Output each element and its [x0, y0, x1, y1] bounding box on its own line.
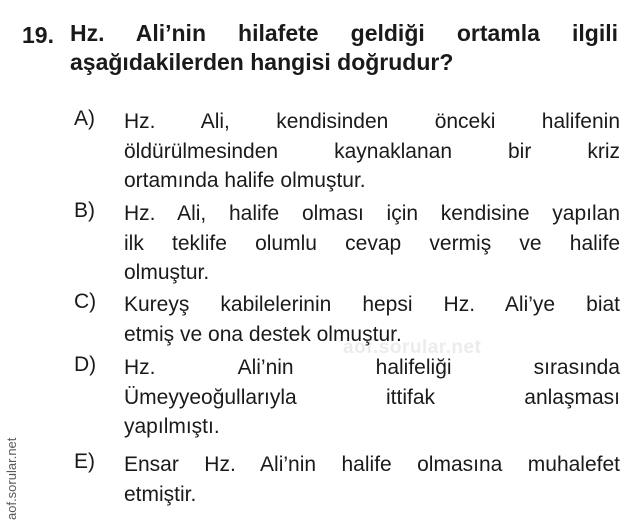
- option-c-letter: C): [74, 290, 97, 313]
- option-d-line: yapılmıştı.: [124, 415, 220, 438]
- question-text: [70, 19, 618, 77]
- option-c-text: [124, 290, 620, 349]
- option-d-letter: D): [74, 353, 97, 376]
- option-d-word: sırasında: [533, 356, 620, 379]
- watermark-side: aof.sorular.net: [4, 437, 19, 520]
- option-d-text: [124, 353, 620, 442]
- option-d-word: ittifak: [386, 385, 436, 409]
- option-e-line: etmiştir.: [124, 482, 197, 506]
- option-d-line: [124, 383, 620, 413]
- question-line-1: Hz. Ali’nin hilafete geldiği ortamla ilgili: [70, 20, 618, 46]
- option-d-word: halifeliği: [375, 356, 452, 379]
- question-line-2: aşağıdakilerden hangisi doğrudur?: [70, 49, 454, 75]
- option-a-line: Hz. Ali, kendisinden önceki halifenin: [124, 110, 620, 133]
- option-d-word: anlaşması: [524, 385, 620, 409]
- option-c-line: etmiş ve ona destek olmuştur.: [124, 322, 402, 346]
- option-d-word: Ümeyyeoğullarıyla: [124, 385, 297, 409]
- option-b-line: olmuştur.: [124, 261, 210, 284]
- watermark-center: aof.sorular.net: [343, 337, 482, 358]
- option-b-line: Hz. Ali, halife olması için kendisine yapılan: [124, 202, 620, 225]
- option-b-text: [124, 199, 620, 288]
- option-a-text: [124, 107, 620, 196]
- option-d-line: [124, 353, 620, 383]
- option-c-line: Kureyş kabilelerinin hepsi Hz. Ali’ye biat: [124, 293, 620, 316]
- option-b-line: ilk teklife olumlu cevap vermiş ve halife: [124, 231, 620, 255]
- question-number: 19.: [22, 22, 54, 48]
- option-e-text: [124, 450, 620, 509]
- option-e-line: Ensar Hz. Ali’nin halife olmasına muhalefet: [124, 453, 620, 476]
- option-a-line: öldürülmesinden kaynaklanan bir kriz: [124, 139, 620, 163]
- option-a-letter: A): [74, 107, 95, 130]
- option-e-letter: E): [74, 450, 95, 473]
- option-a-line: ortamında halife olmuştur.: [124, 169, 366, 192]
- option-b-letter: B): [74, 199, 95, 222]
- option-d-word: Ali’nin: [237, 356, 294, 379]
- option-d-word: Hz.: [124, 356, 156, 379]
